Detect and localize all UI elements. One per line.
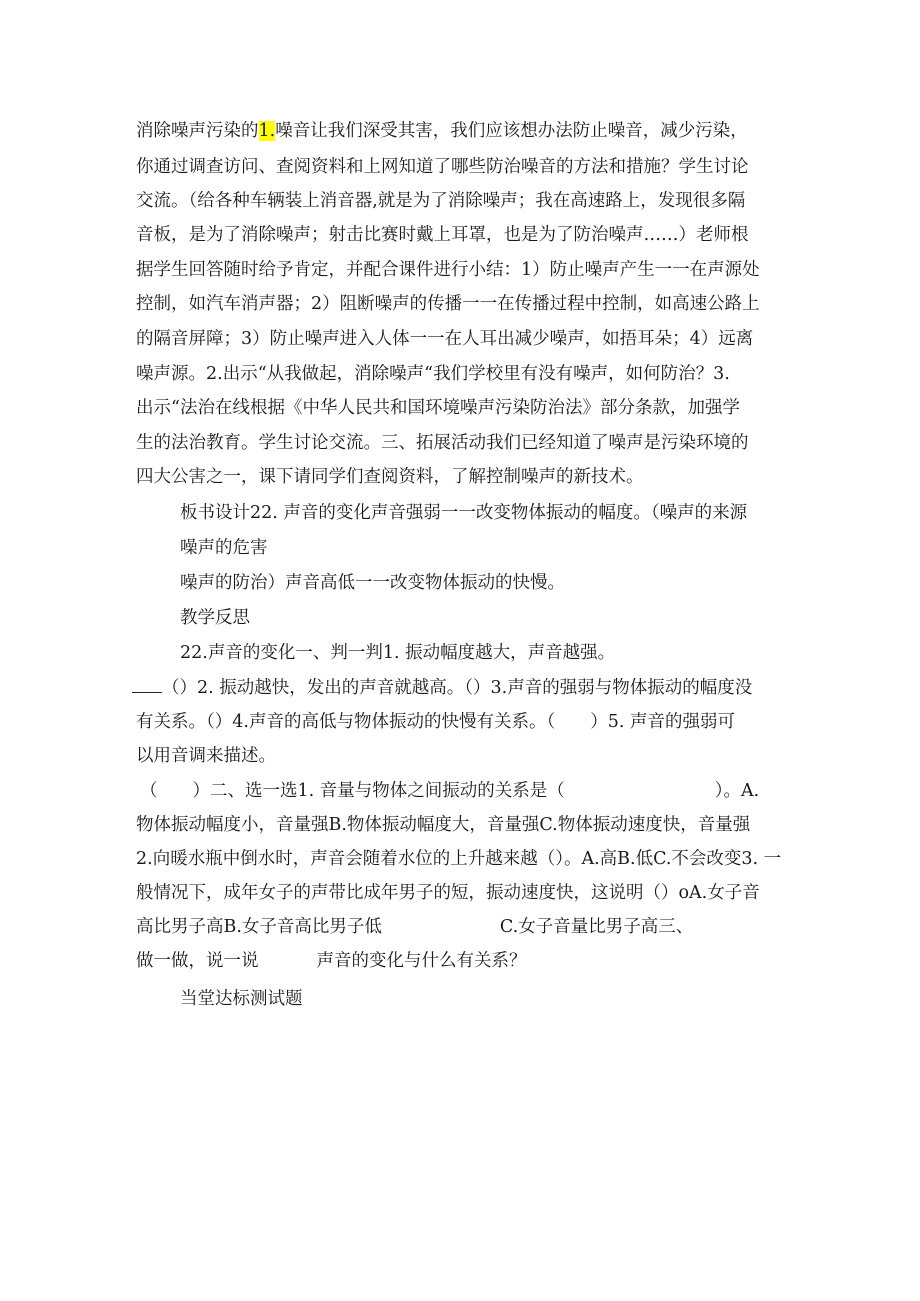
line-text: 声音的变化与什么有关系？: [316, 951, 527, 971]
quiz-line: [136, 914, 693, 940]
line-text: 噪音让我们深受其害，我们应该想办法防止噪音，减少污染，: [275, 121, 748, 141]
quiz-line: [132, 675, 752, 701]
paragraph-line: 控制，如汽车消声器；2）阻断噪声的传播一一在传播过程中控制，如高速公路上: [136, 294, 760, 314]
highlighted-number: 1.: [258, 121, 276, 141]
paragraph-line: 音板，是为了消除噪声；射击比赛时戴上耳罩，也是为了防治噪声……）老师根: [136, 225, 749, 245]
paragraph-line: 四大公害之一，课下请同学们查阅资料，了解控制噪声的新技术。: [136, 467, 644, 487]
board-design-line: 噪声的危害: [180, 538, 268, 558]
paragraph-line: 出示“法治在线根据《中华人民共和国环境噪声污染防治法》部分条款，加强学: [136, 398, 740, 418]
board-design-line: 板书设计22. 声音的变化声音强弱一一改变物体振动的幅度。（噪声的来源: [180, 503, 748, 523]
paragraph-line: 交流。（给各种车辆装上消音器,就是为了消除噪声；我在高速路上，发现很多隔: [136, 191, 746, 211]
paragraph-line: 你通过调查访问、查阅资料和上网知道了哪些防治噪音的方法和措施？学生讨论: [136, 157, 749, 177]
board-design-line: 噪声的防治）声音高低一一改变物体振动的快慢。: [180, 573, 565, 593]
line-text: （ ）二、选一选1. 音量与物体之间振动的关系是（: [140, 781, 565, 801]
line-text: C.女子音量比男子高三、: [499, 917, 694, 937]
quiz-line: 以用音调来描述。: [136, 746, 276, 766]
quiz-footer: 当堂达标测试题: [180, 989, 303, 1009]
line-text: 高比男子高B.女子音高比男子低: [136, 917, 382, 937]
quiz-line: 有关系。（）4.声音的高低与物体振动的快慢有关系。（ ）5. 声音的强弱可: [136, 712, 735, 732]
quiz-line: [140, 778, 759, 804]
line-text: （）2. 振动越快，发出的声音就越高。（）3.声音的强弱与物体振动的幅度没: [162, 678, 753, 698]
line-text: ）。A.: [714, 781, 760, 801]
quiz-line: 2.向暖水瓶中倒水时，声音会随着水位的上升越来越（）。A.高B.低C.不会改变3. 一: [136, 849, 782, 869]
quiz-line: 物体振动幅度小，音量强B.物体振动幅度大，音量强C.物体振动速度快，音量强: [136, 815, 751, 835]
quiz-line: 般情况下，成年女子的声带比成年男子的短，振动速度快，这说明（）oA.女子音: [136, 883, 760, 903]
quiz-line: [136, 948, 527, 974]
answer-blank: [132, 692, 162, 693]
line-text: 消除噪声污染的: [136, 121, 259, 141]
paragraph-line: 噪声源。2.出示“从我做起，消除噪声“我们学校里有没有噪声，如何防治？3.: [136, 364, 730, 384]
quiz-line: 22.声音的变化一、判一判1. 振动幅度越大，声音越强。: [180, 643, 616, 663]
teaching-reflection-heading: 教学反思: [180, 608, 250, 628]
paragraph-line: [136, 118, 748, 144]
paragraph-line: 生的法治教育。学生讨论交流。三、拓展活动我们已经知道了噪声是污染环境的: [136, 433, 749, 453]
line-text: 做一做，说一说: [136, 951, 259, 971]
paragraph-line: 的隔音屏障；3）防止噪声进入人体一一在人耳出减少噪声，如捂耳朵；4）远离: [136, 329, 754, 349]
paragraph-line: 据学生回答随时给予肯定，并配合课件进行小结：1）防止噪声产生一一在声源处: [136, 260, 760, 280]
